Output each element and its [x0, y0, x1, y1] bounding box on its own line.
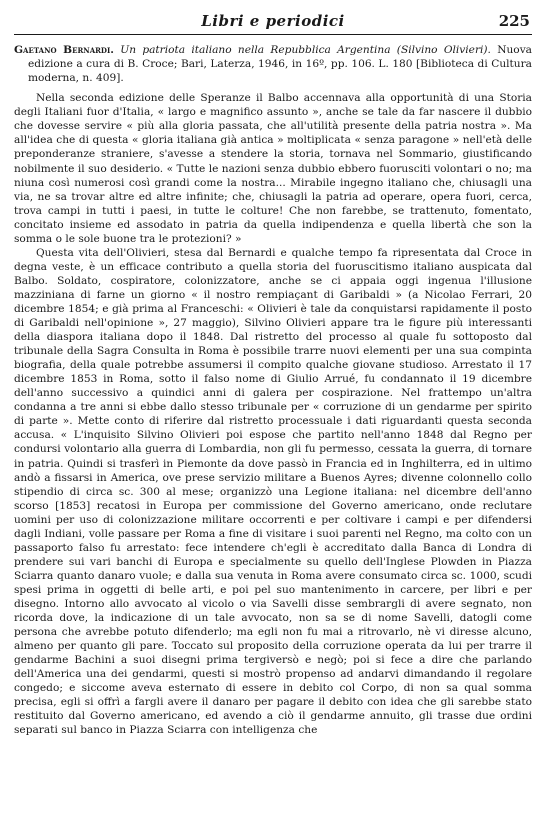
review-publication: Nuova edizione a cura di B. Croce; Bari, Laterza, 1946, in 16º, pp. 106. L. 180 [Biblioteca di Cultura moderna, n. 409]. [28, 44, 532, 85]
body-paragraph: Questa vita dell'Olivieri, stesa dal Bernardi e qualche tempo fa ripresentata dal Croce in degna veste, è un efficace contributo a quella storia del fuoruscitismo italiano auspicata dal Balbo. Soldato, cospiratore, colonizzatore, anche se ci appaia oggi ingenua l'illusione mazziniana di farne un giorno « il nostro rempiaçant di Garibaldi » (a Nicolao Ferrari, 20 dicembre 1854; e già prima al Franceschi: « Olivieri è tale da conquistarsi rapidamente il posto di Garibaldi nell'opinione », 27 maggio), Silvino Olivieri appare tra le figure più interessanti della diaspora italiana dopo il 1848. Dal ristretto del processo al quale fu sottoposto dal tribunale della Sagra Consulta in Roma è possibile trarre nuovi elementi per una sua compinta biografia, della quale potrebbe assumersi il compito qualche giovane studioso. Arrestato il 17 dicembre 1853 in Roma, sotto il falso nome di Giulio Arrué, fu condannato il 19 dicembre dell'anno successivo a quindici anni di galera per cospirazione. Nel frattempo un'altra condanna a tre anni si ebbe dallo stesso tribunale per « corruzione di un gendarme per spirito di parte ». Mette conto di riferire dal ristretto processuale i dati riguardanti questa seconda accusa. « L'inquisito Silvino Olivieri poi espose che partito nell'anno 1848 dal Regno per condursi volontario alla guerra di Lombardia, non gli fu permesso, cessata la guerra, di tornare in patria. Quindi si trasferì in Piemonte da dove passò in Francia ed in Inghilterra, ed in ultimo andò a fissarsi in America, ove prese servizio militare a Buenos Ayres; divenne colonnello collo stipendio di circa sc. 300 al mese; organizzò una Legione italiana: nel dicembre dell'anno scorso [1853] recatosi in Europa per commissione del Governo americano, onde reclutare uomini per uso di colonizzazione militare occorrenti e per coltivare i campi e per difendersi dagli Indiani, volle passare per Roma a fine di visitare i suoi parenti nel Regno, ma colto con un passaporto falso fu arrestato: fece intendere ch'egli è accreditato dalla Banca di Londra di prendere sui vari banchi di Europa e specialmente su quello dell'Inglese Plowden in Piazza Sciarra quanto danaro vuole; e dalla sua venuta in Roma avere consumato circa sc. 1000, scudi spesi prima in oggetti di belle arti, e poi pel suo mantenimento in carcere, per libri e per disegno. Intorno allo avvocato al vicolo o via Savelli disse sembrargli di avere segnato, non ricorda dove, la indicazione di un tale avvocato, non sa se di nome Savelli, datogli come persona che avrebbe potuto difenderlo; ma egli non fu mai a ritrovarlo, nè vi diresse alcuno, almeno per quanto gli pare. Toccato sul proposito della corruzione operata da lui per trarre il gendarme Bachini a suoi disegni prima tergiversò e negò; poi si fece a dire che parlando dell'America una dei gendarmi, questi si mostrò propenso ad andarvi dimandando il regolare congedo; e siccome aveva esternato di essere in debito col Corpo, di non sa qual somma precisa, egli si offrì a fargli avere il danaro per pagare il debito con idea che gli sarebbe stato restituito dal Governo americano, ed avendo a ciò il gendarme annuito, gli trasse due ordini separati sul banco in Piazza Sciarra con intelligenza che [14, 246, 532, 737]
body-paragraph: Nella seconda edizione delle Speranze il Balbo accennava alla opportunità di una Storia degli Italiani fuor d'Italia, « largo e magnifico assunto », anche se tale da far nascere il dubbio che dovesse servire « più alla gloria passata, che all'utilità presente della patria nostra ». Ma all'idea che di questa « gloria italiana già antica » moltiplicata « senza paragone » nell'età delle preponderanze straniere, s'avesse a stendere la storia, tornava nel Sommario, giustificando nobilmente il suo desiderio. « Tutte le nazioni senza dubbio ebbero fuorusciti volontari o no; ma niuna così numerosi così grandi come la nostra... Mirabile ingegno italiano che, chiusagli una via, ne sa trovar altre ed altre infinite; che, chiusagli la patria ad operare, opera fuori, cerca, trova campi in tutti i paesi, in tutte le colture! Che non farebbe, se trattenuto, fomentato, concitato insieme ed assodato in patria da quella indipendenza e quella libertà che son la somma o le sole buone tra le protezioni? » [14, 92, 532, 245]
review-book-title: Un patriota italiano nella Repubblica Argentina (Silvino Olivieri) [120, 44, 488, 56]
running-title: Libri e periodici [201, 12, 345, 30]
review-body [14, 91, 532, 737]
review-author: Gaetano Bernardi. [14, 44, 114, 56]
running-head [14, 8, 532, 34]
header-rule [14, 34, 532, 35]
review-heading: Gaetano Bernardi. Un patriota italiano nella Repubblica Argentina (Silvino Olivieri). Nuova edizione a cura di B. Croce; Bari, Laterza, 1946, in 16º, pp. 106. L. 180 [Biblioteca di Cultura moderna, n. 409]. [14, 44, 532, 85]
page-number: 225 [498, 12, 530, 30]
